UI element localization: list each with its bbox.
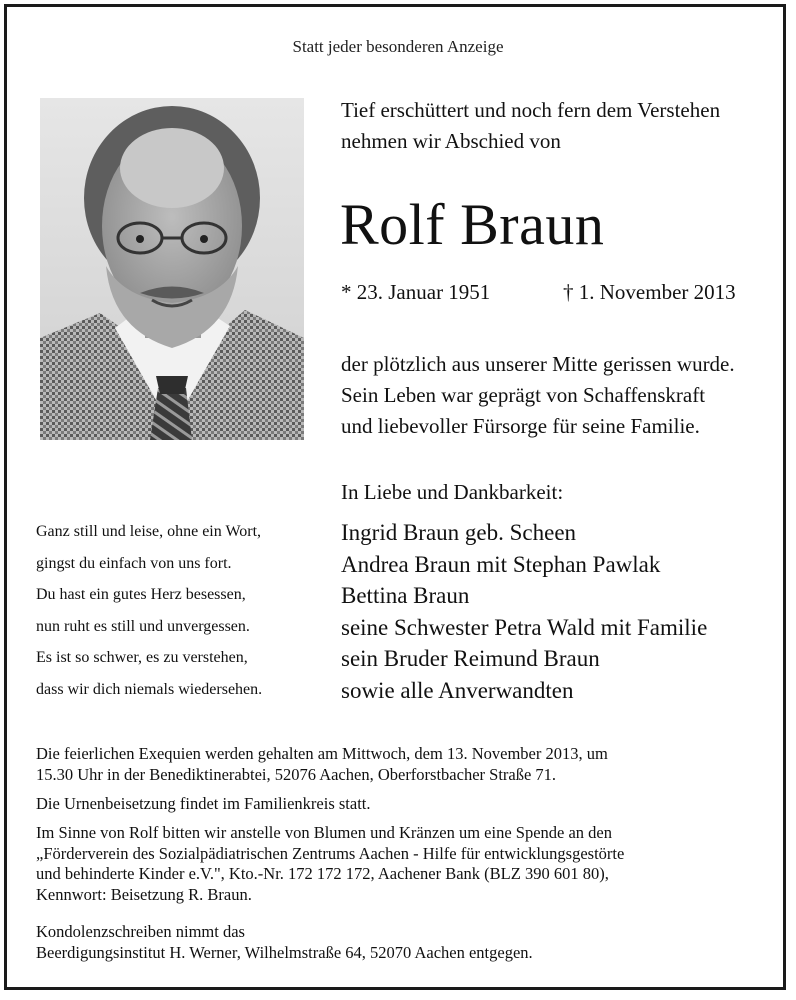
tribute-line: der plötzlich aus unserer Mitte gerissen wurde. [341, 352, 735, 376]
portrait-photo [40, 98, 304, 440]
poem-line: Es ist so schwer, es zu verstehen, [36, 649, 248, 667]
notice-line: Kondolenzschreiben nimmt das [36, 922, 245, 941]
tribute-line: und liebevoller Fürsorge für seine Familie. [341, 414, 700, 438]
urn-notice [36, 794, 766, 815]
family-member: Andrea Braun mit Stephan Pawlak [341, 551, 661, 577]
intro-text [341, 95, 771, 157]
donation-notice [36, 823, 766, 905]
family-list [341, 517, 781, 707]
notice-line: Kennwort: Beisetzung R. Braun. [36, 884, 252, 904]
family-member: sein Bruder Reimund Braun [341, 646, 600, 672]
poem-line: dass wir dich niemals wiedersehen. [36, 680, 263, 698]
family-member: seine Schwester Petra Wald mit Familie [341, 614, 708, 640]
poem-line: Ganz still und leise, ohne ein Wort, [36, 523, 262, 540]
notice-line: Im Sinne von Rolf bitten wir anstelle von Blumen und Kränzen um eine Spende an den [36, 823, 613, 842]
poem-line: nun ruht es still und unvergessen. [36, 617, 250, 635]
condolence-notice [36, 922, 766, 963]
exequien-notice [36, 744, 766, 785]
thanks-line: In Liebe und Dankbarkeit: [341, 480, 564, 504]
portrait-illustration [40, 98, 304, 440]
family-member: Bettina Braun [341, 583, 470, 609]
deceased-name: Rolf Braun [340, 192, 605, 257]
notice-line: 15.30 Uhr in der Benediktinerabtei, 52076 Aachen, Oberforstbacher Straße 71. [36, 764, 557, 784]
poem [36, 516, 326, 706]
intro-line: nehmen wir Abschied von [341, 129, 561, 153]
family-member: Ingrid Braun geb. Scheen [341, 520, 577, 545]
notice-line: Beerdigungsinstitut H. Werner, Wilhelmstraße 64, 52070 Aachen entgegen. [36, 942, 533, 962]
tribute-text [341, 349, 781, 442]
family-member: sowie alle Anverwandten [341, 677, 574, 703]
notice-line: Die feierlichen Exequien werden gehalten am Mittwoch, dem 13. November 2013, um [36, 744, 608, 763]
poem-line: Du hast ein gutes Herz besessen, [36, 586, 246, 604]
notice-line: Die Urnenbeisetzung findet im Familienkreis statt. [36, 794, 371, 813]
obituary-frame [4, 4, 786, 990]
header-line: Statt jeder besonderen Anzeige [292, 37, 504, 56]
birth-date: * 23. Januar 1951 [341, 280, 491, 304]
death-date: † 1. November 2013 [563, 280, 736, 304]
notice-line: und behinderte Kinder e.V.", Kto.-Nr. 172 172 172, Aachener Bank (BLZ 390 601 80), [36, 864, 609, 883]
poem-line: gingst du einfach von uns fort. [36, 554, 232, 572]
tribute-line: Sein Leben war geprägt von Schaffenskraft [341, 383, 706, 407]
notice-line: „Förderverein des Sozialpädiatrischen Zentrums Aachen - Hilfe für entwicklungsgestörte [36, 843, 625, 863]
intro-line: Tief erschüttert und noch fern dem Verstehen [341, 98, 721, 122]
